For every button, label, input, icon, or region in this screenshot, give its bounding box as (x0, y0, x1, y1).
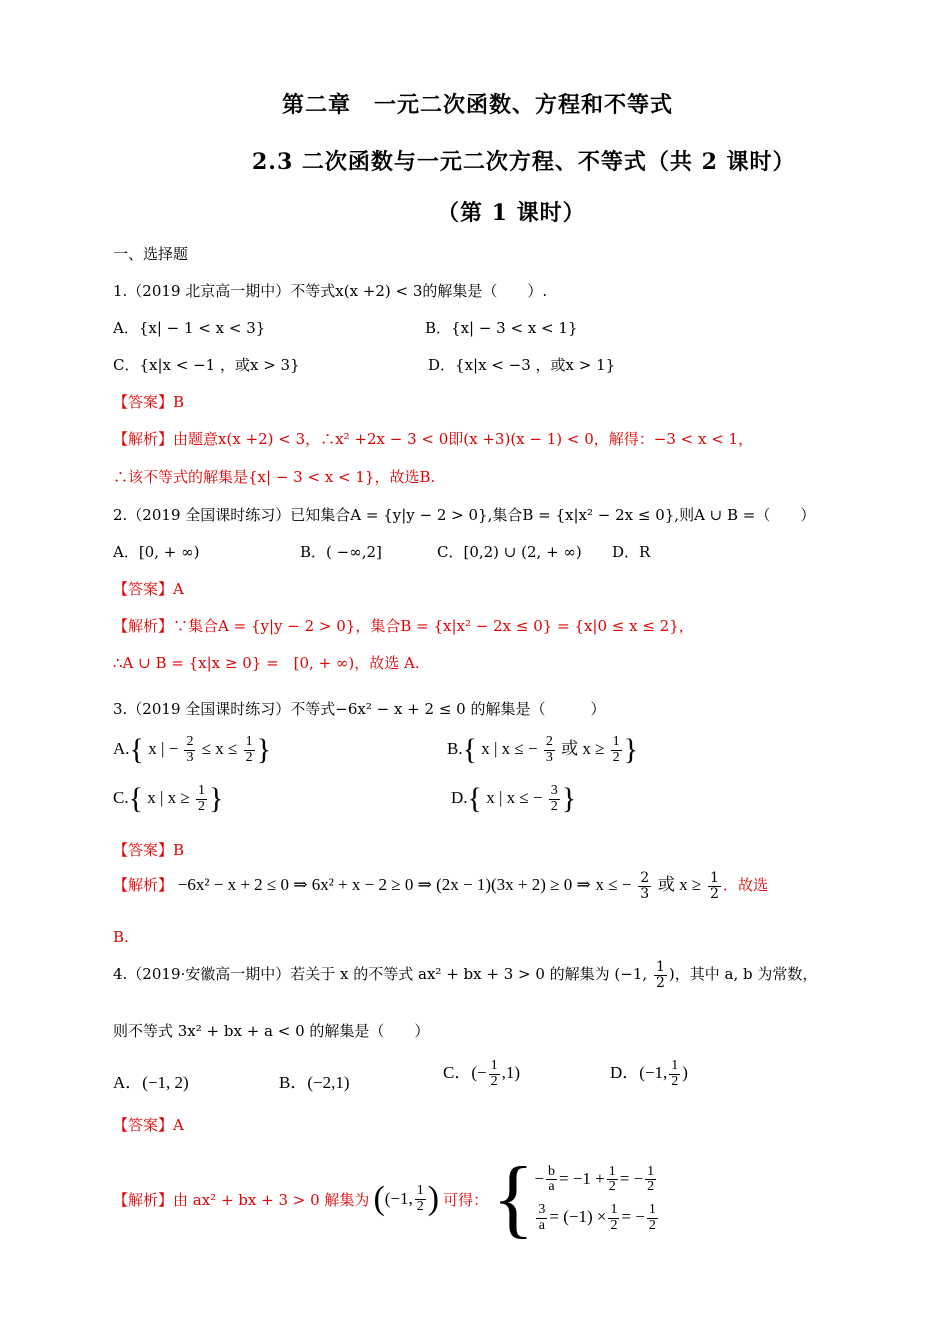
equation-row-2: $\frac{3}{a}$ = (−1) × $\frac{1}{2}$ = − $\frac{1}{2}$ (538, 1202, 656, 1233)
q2-stem: 2.（2019 全国课时练习）已知集合A = {y|y − 2 > 0},集合B = {x|x² − 2x ≤ 0},则A ∪ B =（ ） (113, 506, 816, 524)
analysis-label: 【解析】 (113, 617, 174, 635)
fraction: $\frac{1}{2}$ (671, 1057, 679, 1089)
part-heading: 一、选择题 (113, 245, 189, 263)
fraction: $\frac{1}{2}$ (647, 1163, 655, 1195)
q4-analysis: 【解析】 由 ax² + bx + 3 > 0 解集为 ( (−1, $\frac{1}{2}$ ) 可得： { − $\frac{b}{a}$ = −1 + $\frac{1}{2}$ = − $\frac{1}{2}$ $\frac{3}{a}$ = (−1) × $\frac{1}{2}$ = − $\frac{1}{2}$ (113, 1155, 660, 1243)
q2-option-d: D．R (612, 543, 651, 561)
q3-answer: 【答案】B (113, 841, 185, 859)
fraction: $\frac{1}{2}$ (490, 1057, 498, 1089)
section-title: 2.3 二次函数与一元二次方程、不等式（共 2 课时） (252, 149, 796, 175)
fraction: $\frac{1}{2}$ (608, 1163, 616, 1195)
q4-option-a: A．(−1, 2) (113, 1073, 189, 1092)
q2-analysis-line2: ∴A ∪ B = {x|x ≥ 0} = [0, + ∞)，故选 A. (113, 654, 420, 672)
solution-interval: ( (−1, $\frac{1}{2}$ ) (373, 1180, 440, 1217)
fraction: $\frac{2}{3}$ (545, 733, 553, 765)
fraction: $\frac{b}{a}$ (547, 1163, 555, 1195)
q1-analysis-line1 (113, 428, 753, 449)
fraction: $\frac{2}{3}$ (186, 733, 194, 765)
q3-analysis-line1: 【解析】 −6x² − x + 2 ≤ 0 ⇒ 6x² + x − 2 ≥ 0 ⇒ (2x − 1)(3x + 2) ≥ 0 ⇒ x ≤ − $\frac{2}{3}$ 或 x ≥ $\frac{1}{2}$ ．故选 (113, 869, 768, 902)
chapter-title: 第二章 一元二次函数、方程和不等式 (282, 92, 674, 118)
q3-option-a: A.{ x | − $\frac{2}{3}$ ≤ x ≤ $\frac{1}{2}$ } (113, 733, 272, 766)
fraction: $\frac{3}{2}$ (550, 782, 558, 814)
q1-option-a: A．{x| − 1 < x < 3} (113, 319, 266, 337)
fraction: $\frac{1}{2}$ (612, 733, 620, 765)
q1-option-d: D．{x|x < −3 ，或x > 1} (428, 356, 616, 374)
q2-analysis-line1 (113, 615, 694, 636)
q1-option-b: B．{x| − 3 < x < 1} (425, 319, 578, 337)
q1-option-c: C．{x|x < −1 ，或x > 3} (113, 356, 300, 374)
q3-option-d: D.{ x | x ≤ − $\frac{3}{2}$ } (451, 782, 577, 815)
q2-answer: 【答案】A (113, 580, 184, 598)
lesson-title: （第 1 课时） (437, 200, 586, 226)
fraction: $\frac{1}{2}$ (416, 1182, 424, 1214)
fraction: $\frac{2}{3}$ (640, 869, 650, 902)
q4-stem-line1: 4.（2019·安徽高一期中）若关于 x 的不等式 ax² + bx + 3 > 0 的解集为 (−1, $\frac{1}{2}$ )，其中 a, b 为常数， (113, 959, 818, 991)
q1-answer: 【答案】B (113, 393, 185, 411)
analysis-label: 【解析】 (113, 876, 174, 894)
equation-row-1: − $\frac{b}{a}$ = −1 + $\frac{1}{2}$ = − $\frac{1}{2}$ (534, 1163, 655, 1195)
q2-option-c: C．[0,2) ∪ (2, + ∞) (437, 543, 582, 561)
q4-option-b: B．(−2,1) (279, 1073, 350, 1092)
q1-analysis-line2: ∴该不等式的解集是{x| − 3 < x < 1}，故选B. (113, 468, 436, 486)
fraction: $\frac{1}{2}$ (710, 869, 719, 902)
q3-analysis-line2: B. (113, 928, 129, 946)
analysis-label: 【解析】 (113, 1190, 174, 1209)
equation-system: { − $\frac{b}{a}$ = −1 + $\frac{1}{2}$ = − $\frac{1}{2}$ $\frac{3}{a}$ = (−1) × $\frac{1}{2}$ = − $\frac{1}{2}$ (492, 1155, 660, 1243)
q1-stem: 1.（2019 北京高一期中）不等式x(x +2) < 3的解集是（ ）. (113, 282, 548, 300)
q2-option-b: B．( −∞,2] (300, 543, 382, 561)
fraction: $\frac{1}{2}$ (655, 959, 665, 991)
q4-option-d: D．(−1, $\frac{1}{2}$ ) (610, 1057, 688, 1089)
analysis-text: ∵集合A = {y|y − 2 > 0}，集合B = {x|x² − 2x ≤ 0} = {x|0 ≤ x ≤ 2}， (173, 617, 694, 635)
q4-answer: 【答案】A (113, 1116, 184, 1134)
q3-option-c: C.{ x | x ≥ $\frac{1}{2}$ } (113, 782, 224, 815)
fraction: $\frac{1}{2}$ (610, 1202, 618, 1233)
analysis-label: 【解析】 (113, 430, 174, 448)
fraction: $\frac{1}{2}$ (197, 782, 205, 814)
q3-stem: 3.（2019 全国课时练习）不等式−6x² − x + 2 ≤ 0 的解集是（ ） (113, 700, 606, 718)
fraction: $\frac{3}{a}$ (538, 1202, 546, 1233)
q2-option-a: A．[0, + ∞) (113, 543, 200, 561)
fraction: $\frac{1}{2}$ (245, 733, 253, 765)
fraction: $\frac{1}{2}$ (648, 1202, 656, 1233)
q3-option-b: B.{ x | x ≤ − $\frac{2}{3}$ 或 x ≥ $\frac{1}{2}$ } (447, 733, 639, 766)
q4-stem-line2: 则不等式 3x² + bx + a < 0 的解集是（ ） (113, 1022, 430, 1040)
analysis-text: 由题意x(x +2) < 3，∴x² +2x − 3 < 0即(x +3)(x − 1) < 0，解得：−3 < x < 1， (173, 430, 754, 448)
q4-option-c: C．(− $\frac{1}{2}$ ,1) (443, 1057, 521, 1089)
